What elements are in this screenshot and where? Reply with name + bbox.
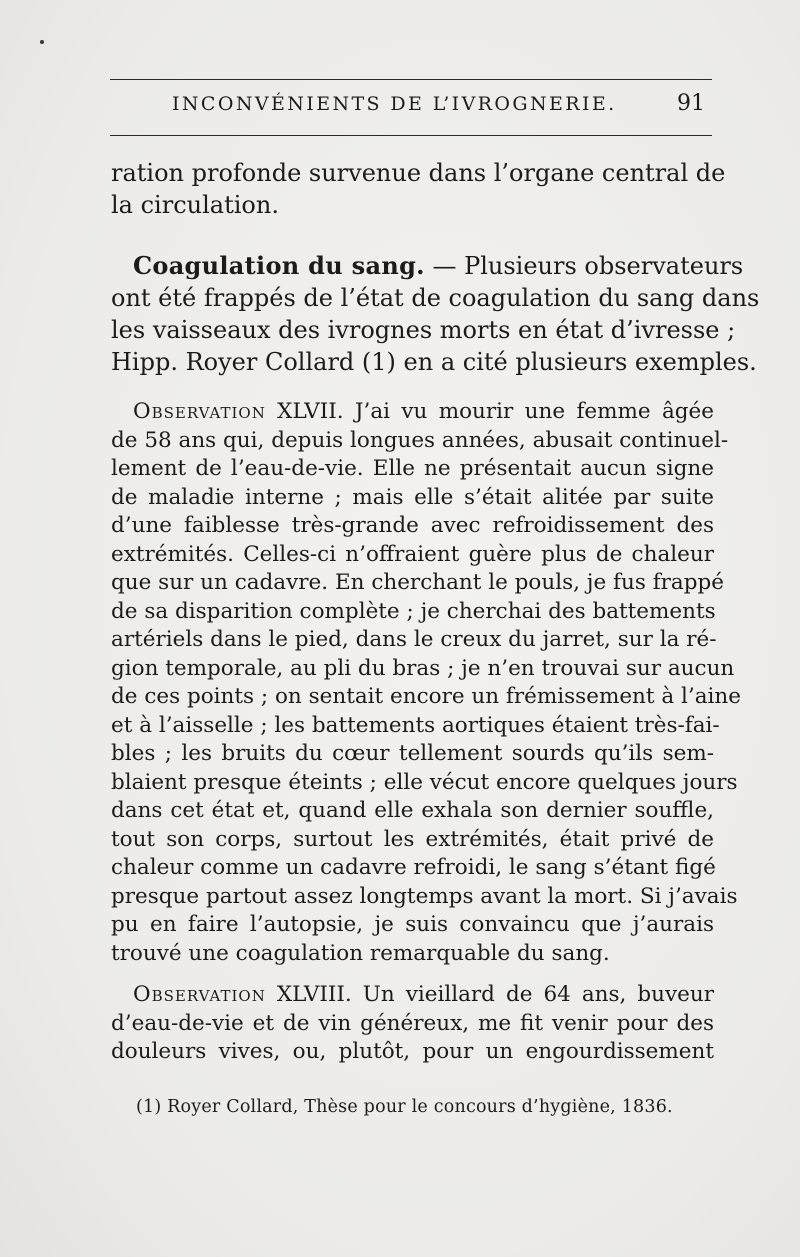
- observation-label: Observation: [133, 399, 266, 424]
- observation-number: XLVIII.: [276, 982, 352, 1007]
- text-line: de sa disparition complète ; je cherchai des battements: [111, 598, 716, 624]
- text-line: artériels dans le pied, dans le creux du jarret, sur la ré-: [111, 627, 717, 652]
- text-line: la circulation.: [111, 191, 279, 219]
- text-span: Un vieillard de 64 ans, buveur: [362, 982, 714, 1007]
- page-number: 91: [677, 91, 705, 116]
- text-line: bles ; les bruits du cœur tellement sourds qu’ils sem-: [111, 741, 714, 766]
- text-line: presque partout assez longtemps avant la mort. Si j’avais: [111, 883, 738, 909]
- text-line: ration profonde survenue dans l’organe central de: [111, 159, 726, 187]
- text-line: ont été frappés de l’état de coagulation du sang dans: [111, 284, 760, 312]
- section-paragraph: [111, 250, 760, 378]
- ink-speck: [40, 40, 44, 44]
- text-line: de maladie interne ; mais elle s’était alitée par suite: [111, 484, 714, 510]
- intro-paragraph: [111, 157, 726, 221]
- observation-48: [111, 981, 714, 1067]
- section-heading: Coagulation du sang.: [133, 251, 425, 280]
- text-line: lement de l’eau-de-vie. Elle ne présentait aucun signe: [111, 456, 714, 481]
- text-line: que sur un cadavre. En cherchant le pouls, je fus frappé: [111, 570, 725, 595]
- text-line: trouvé une coagulation remarquable du sang.: [111, 940, 610, 966]
- text-span: Plusieurs observateurs: [464, 252, 744, 280]
- header-top-rule: [110, 79, 712, 80]
- observation-label: Observation: [133, 982, 266, 1007]
- text-line: extrémités. Celles-ci n’offraient guère plus de chaleur: [111, 541, 714, 567]
- text-line: Hipp. Royer Collard (1) en a cité plusieurs exemples.: [111, 348, 757, 376]
- text-line: blaient presque éteints ; elle vécut encore quelques jours: [111, 769, 738, 795]
- text-line: chaleur comme un cadavre refroidi, le sang s’étant figé: [111, 855, 716, 880]
- text-line: tout son corps, surtout les extrémités, était privé de: [111, 826, 714, 852]
- running-title: INCONVÉNIENTS DE L’IVROGNERIE.: [172, 93, 617, 115]
- text-line: les vaisseaux des ivrognes morts en état d’ivresse ;: [111, 316, 736, 344]
- text-line: [111, 981, 714, 1010]
- text-line: [111, 250, 744, 282]
- text-line: gion temporale, au pli du bras ; je n’en trouvai sur aucun: [111, 655, 735, 681]
- text-line: de 58 ans qui, depuis longues années, abusait continuel-: [111, 427, 729, 453]
- text-line: d’une faiblesse très-grande avec refroidissement des: [111, 513, 714, 538]
- header-bottom-rule: [110, 135, 712, 136]
- text-line: pu en faire l’autopsie, je suis convaincu que j’aurais: [111, 912, 714, 937]
- footnote: (1) Royer Collard, Thèse pour le concours d’hygiène, 1836.: [136, 1097, 673, 1117]
- text-line: dans cet état et, quand elle exhala son dernier souffle,: [111, 798, 714, 823]
- text-line: de ces points ; on sentait encore un frémissement à l’aine: [111, 684, 741, 709]
- text-line: d’eau-de-vie et de vin généreux, me fit venir pour des: [111, 1010, 714, 1036]
- text-span: J’ai vu mourir une femme âgée: [354, 399, 714, 424]
- observation-number: XLVII.: [277, 399, 344, 424]
- text-line: douleurs vives, ou, plutôt, pour un engourdissement: [111, 1039, 714, 1064]
- text-line: et à l’aisselle ; les battements aortiques étaient très-fai-: [111, 712, 720, 738]
- text-line: [111, 398, 714, 427]
- heading-dash: —: [424, 252, 465, 280]
- observation-47: [111, 398, 741, 968]
